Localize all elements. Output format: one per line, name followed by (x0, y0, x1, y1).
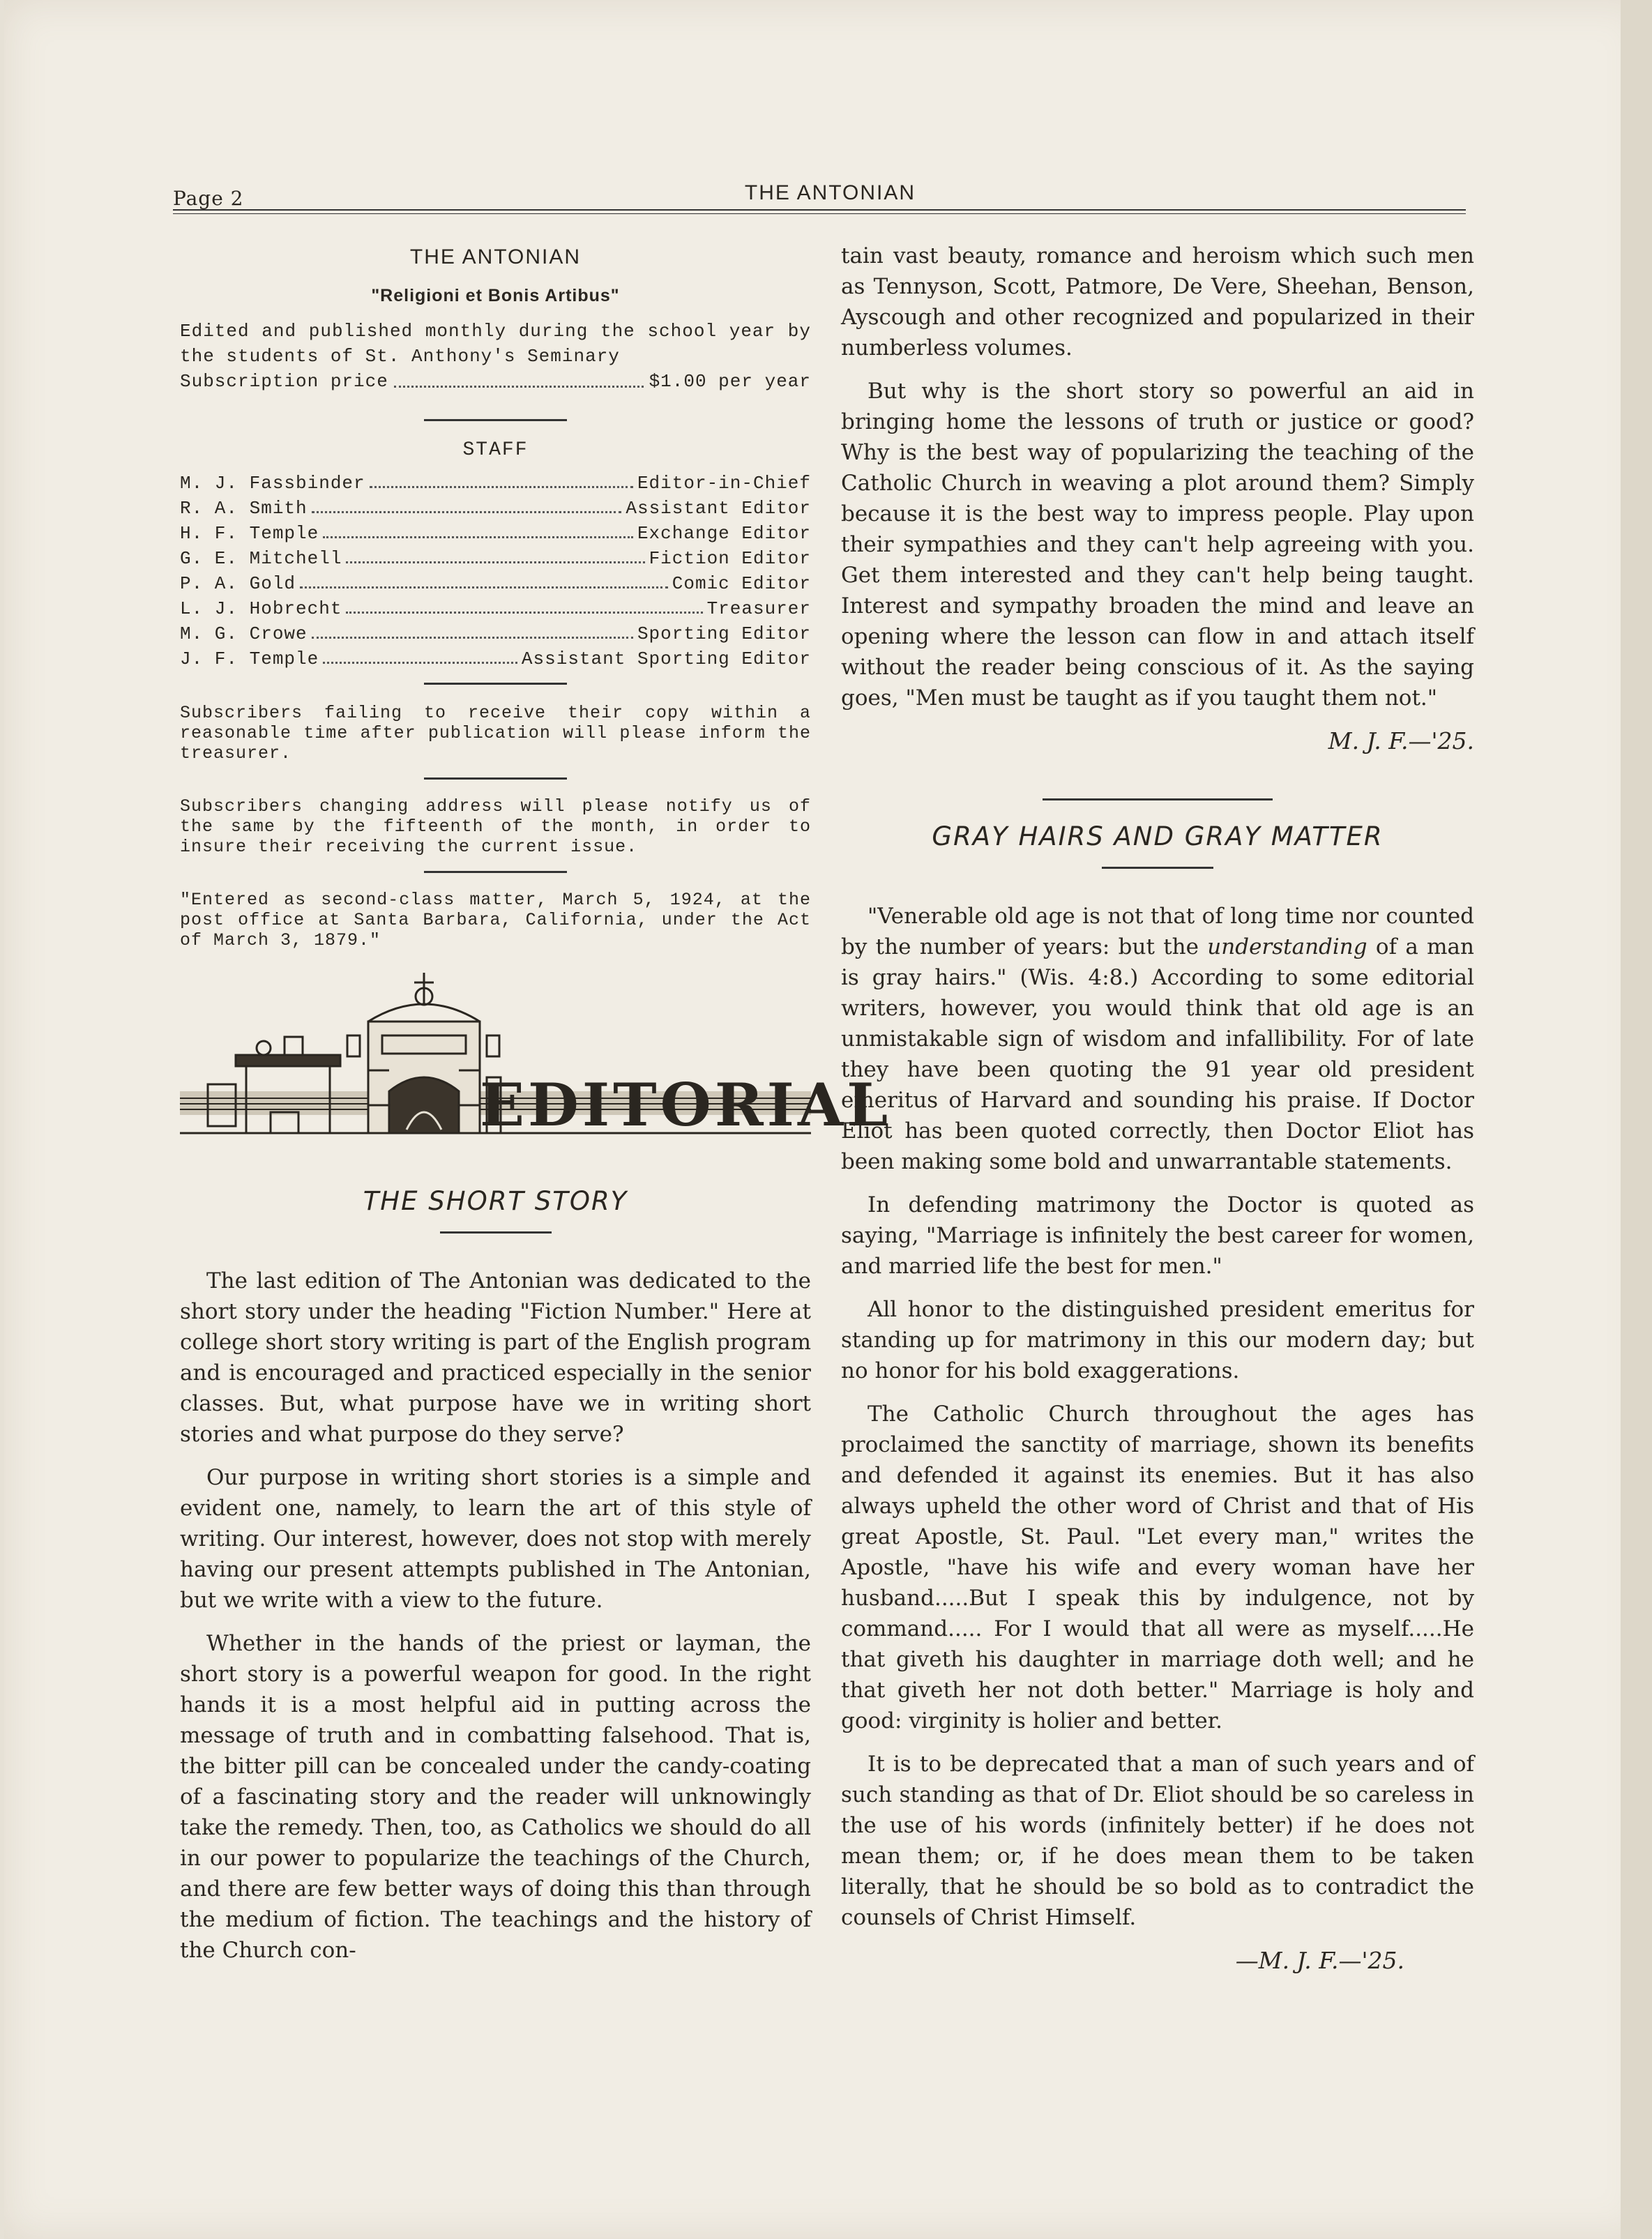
short-story-title: THE SHORT STORY (363, 1186, 628, 1216)
leader-dots (300, 586, 668, 589)
article-paragraph: The last edition of The Antonian was dedicated to the short story under the heading "Fiction Number." Here at college short story writing is part of the English program and is encouraged and practiced especially in the senior classes. But, what purpose have we in writing short stories and what purpose do they serve? (180, 1268, 811, 1447)
staff-row (180, 521, 811, 546)
page-number: Page 2 (173, 187, 244, 210)
staff-row (180, 621, 811, 646)
title-rule (440, 1231, 552, 1234)
notice-address: Subscribers changing address will please notify us of the same by the fifteenth of the month, in order to insure their receiving the current issue. (180, 796, 811, 857)
section-divider (424, 871, 567, 873)
staff-row (180, 596, 811, 621)
right-column (841, 241, 1474, 1976)
notice-delivery: Subscribers failing to receive their copy within a reasonable time after publication will please inform the treasurer. (180, 703, 811, 764)
staff-role: Assistant Sporting Editor (521, 648, 811, 669)
gray-hairs-title: GRAY HAIRS AND GRAY MATTER (932, 821, 1384, 851)
masthead-motto: "Religioni et Bonis Artibus" (371, 286, 620, 305)
short-story-continuation (841, 241, 1474, 757)
leader-dots (394, 369, 644, 388)
section-divider (424, 419, 567, 421)
left-column (180, 230, 892, 1978)
staff-name: J. F. Temple (180, 648, 319, 669)
short-story-article (180, 1186, 811, 1966)
article-paragraph: Our purpose in writing short stories is a simple and evident one, namely, to learn the art of this style of writing. Our interest, however, does not stop with merely having our present attempts published in The Antonian, but we write with a view to the future. (180, 1465, 811, 1613)
subscription-row (180, 369, 811, 394)
section-divider (424, 683, 567, 685)
staff-role: Sporting Editor (637, 623, 811, 644)
staff-name: R. A. Smith (180, 498, 308, 519)
editorial-banner (180, 973, 892, 1161)
masthead-description (180, 319, 811, 394)
subscription-label: Subscription price (180, 371, 388, 392)
staff-row (180, 546, 811, 571)
running-title: THE ANTONIAN (744, 181, 916, 204)
header-rule-thin (173, 213, 1466, 214)
short-story-signature: M. J. F.—'25. (1328, 727, 1474, 754)
staff-role: Exchange Editor (637, 523, 811, 544)
staff-role: Assistant Editor (626, 498, 811, 519)
leader-dots (312, 637, 633, 639)
article-separator (1043, 798, 1273, 800)
section-divider (424, 777, 567, 780)
gray-hairs-signature: —M. J. F.—'25. (1235, 1947, 1404, 1974)
staff-list (180, 471, 811, 671)
staff-heading: STAFF (462, 439, 529, 461)
short-story-body (180, 1266, 811, 1966)
staff-name: M. G. Crowe (180, 623, 308, 644)
paragraph-text: "Venerable old age is not that of long time nor counted by the number of years: but the (841, 904, 1474, 959)
gray-hairs-article (841, 821, 1474, 1976)
staff-role: Fiction Editor (649, 548, 811, 569)
article-paragraph: tain vast beauty, romance and heroism which such men as Tennyson, Scott, Patmore, De Vere, Sheehan, Benson, Ayscough and other recognized and popularized in their numberless volumes. (841, 243, 1474, 360)
emphasis-text: understanding (1207, 934, 1367, 959)
header-rule (173, 209, 1466, 211)
article-paragraph: It is to be deprecated that a man of such years and of such standing as that of Dr. Eliot should be so careless in the use of his words (infinitely better) if he does not mean them; or, if he does mean them to be taken literally, that he should be so bold as to contradict the counsels of Christ Himself. (841, 1752, 1474, 1930)
article-paragraph: In defending matrimony the Doctor is quoted as saying, "Marriage is infinitely the best career for women, and married life the best for men." (841, 1192, 1474, 1279)
notice-entry: "Entered as second-class matter, March 5, 1924, at the post office at Santa Barbara, California, under the Act of March 3, 1879." (180, 890, 811, 950)
leader-dots (370, 486, 633, 488)
article-paragraph (841, 901, 1474, 1177)
staff-role: Editor-in-Chief (637, 473, 811, 494)
leader-dots (346, 612, 702, 614)
staff-role: Treasurer (706, 598, 811, 619)
masthead-title: THE ANTONIAN (409, 245, 582, 268)
newspaper-page (4, 0, 1647, 2239)
staff-role: Comic Editor (672, 573, 811, 594)
leader-dots (323, 536, 633, 538)
staff-name: M. J. Fassbinder (180, 473, 365, 494)
title-rule (1102, 867, 1213, 869)
staff-row (180, 471, 811, 496)
staff-row (180, 571, 811, 596)
editorial-banner-word: EDITORIAL (480, 1070, 892, 1139)
staff-row (180, 496, 811, 521)
article-paragraph: But why is the short story so powerful an aid in bringing home the lessons of truth or justice or good? Why is the best way of popularizing the teaching of the Catholic Church in weaving a plot around them? Simply because it is the best way to impress people. Play upon their sympathies and they can't help agreeing with you. Get them interested and they can't help being taught. Interest and sympathy broaden the mind and leave an opening where the lesson can flow in and attach itself without the reader being conscious of it. As the saying goes, "Men must be taught as if you taught them not." (841, 379, 1474, 711)
staff-name: L. J. Hobrecht (180, 598, 342, 619)
paper-edge (1621, 0, 1652, 2239)
leader-dots (312, 511, 622, 513)
article-paragraph: The Catholic Church throughout the ages has proclaimed the sanctity of marriage, shown its benefits and defended it against its enemies. But it has also always upheld the other word of Christ and that of His great Apostle, St. Paul. "Let every man," writes the Apostle, "have his wife and every woman have her husband.....But I speak this by indulgence, not by command..... For I would that all were as myself.....He that giveth his daughter in marriage doth well; and he that giveth her not doth better." Marriage is holy and good: virginity is holier and better. (841, 1402, 1474, 1733)
leader-dots (346, 561, 644, 563)
subscription-value: $1.00 per year (649, 371, 811, 392)
staff-name: H. F. Temple (180, 523, 319, 544)
staff-name: G. E. Mitchell (180, 548, 342, 569)
paragraph-text: of a man is gray hairs." (Wis. 4:8.) According to some editorial writers, however, you would think that old age is an unmistakable sign of wisdom and infallibility. For of late they have been quoting the 91 year old president emeritus of Harvard and sounding his praise. If Doctor Eliot has been quoted correctly, then Doctor Eliot has been making some bold and unwarrantable statements. (841, 934, 1475, 1174)
staff-name: P. A. Gold (180, 573, 296, 594)
staff-row (180, 646, 811, 671)
article-paragraph: Whether in the hands of the priest or layman, the short story is a powerful weapon for good. In the right hands it is a most helpful aid in putting across the message of truth and in combatting falsehood. That is, the bitter pill can be concealed under the candy-coating of a fascinating story and the reader will unknowingly take the remedy. Then, too, as Catholics we should do all in our power to popularize the teachings of the Church, and there are few better ways of doing this than through the medium of fiction. The teachings and the history of the Church con- (180, 1631, 811, 1963)
article-paragraph: All honor to the distinguished president emeritus for standing up for matrimony in this our modern day; but no honor for his bold exaggerations. (841, 1297, 1474, 1383)
gray-hairs-body (841, 901, 1474, 1976)
leader-dots (323, 662, 517, 664)
masthead-description-text: Edited and published monthly during the school year by the students of St. Anthony's Seminary (180, 321, 811, 367)
